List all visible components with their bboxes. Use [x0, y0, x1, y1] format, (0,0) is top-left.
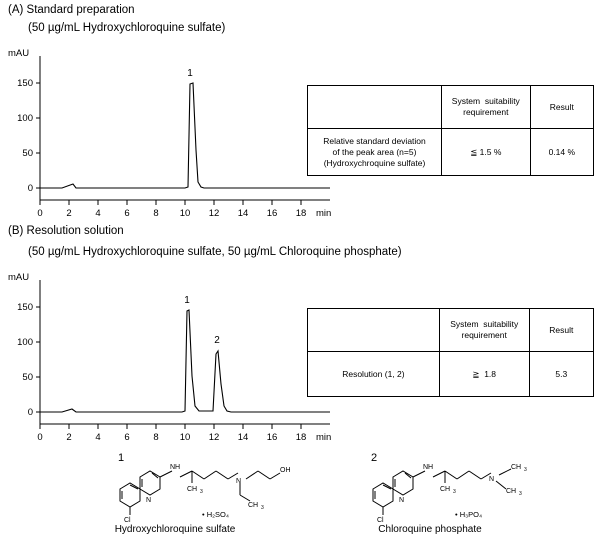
- row-label: Resolution (1, 2): [308, 352, 440, 397]
- panel-b-x-unit: min: [316, 432, 332, 443]
- label-n: N: [146, 497, 152, 504]
- row-result: 0.14 %: [530, 129, 593, 176]
- label-ch3-c: CH: [506, 488, 517, 495]
- svg-text:100: 100: [17, 113, 33, 124]
- panel-a-subtitle: (50 µg/mL Hydroxychloroquine sulfate): [28, 22, 226, 34]
- structure-1-diagram: [110, 455, 320, 525]
- table-header-row: [308, 309, 594, 352]
- table-row: [308, 352, 594, 397]
- header-result: Result: [530, 86, 593, 129]
- structure-2-diagram: [363, 455, 563, 525]
- svg-text:16: 16: [266, 208, 278, 219]
- header-result: Result: [529, 309, 593, 352]
- panel-b-suitability-table: [307, 308, 594, 397]
- label-cl: Cl: [377, 517, 384, 524]
- svg-text:18: 18: [295, 432, 307, 443]
- svg-text:3: 3: [261, 505, 264, 511]
- svg-text:0: 0: [27, 183, 33, 194]
- svg-text:0: 0: [27, 407, 33, 418]
- svg-text:12: 12: [208, 432, 220, 443]
- structure-1-number: 1: [118, 452, 125, 464]
- structure-2-number: 2: [371, 452, 378, 464]
- svg-text:3: 3: [519, 491, 522, 497]
- label-oh: OH: [280, 467, 291, 474]
- svg-text:0: 0: [37, 432, 43, 443]
- label-n2: N: [236, 478, 242, 485]
- svg-text:6: 6: [124, 432, 130, 443]
- svg-text:14: 14: [237, 432, 249, 443]
- structure-2-salt: • H₃PO₄: [455, 510, 483, 519]
- chromatogram-b: [0, 264, 360, 449]
- svg-text:10: 10: [179, 208, 191, 219]
- svg-text:6: 6: [124, 208, 130, 219]
- row-requirement: ≧ 1.8: [439, 352, 529, 397]
- chromatogram-a: [0, 40, 360, 225]
- label-n2: N: [489, 476, 495, 483]
- svg-text:1: 1: [187, 68, 193, 79]
- svg-text:100: 100: [17, 337, 33, 348]
- row-result: 5.3: [529, 352, 593, 397]
- label-nh: NH: [170, 464, 181, 471]
- panel-a-suitability-table: [307, 85, 594, 176]
- label-ch3-b: CH: [248, 502, 259, 509]
- label-ch3-a: CH: [187, 486, 198, 493]
- label-ch3-b: CH: [511, 464, 522, 471]
- svg-text:2: 2: [66, 208, 72, 219]
- svg-text:14: 14: [237, 208, 249, 219]
- header-blank: [308, 86, 442, 129]
- chromatogram-b-plot: [0, 264, 360, 449]
- svg-text:18: 18: [295, 208, 307, 219]
- panel-b-title: (B) Resolution solution: [8, 225, 124, 237]
- svg-text:3: 3: [524, 467, 527, 473]
- label-nh: NH: [423, 464, 434, 471]
- panel-a-title: (A) Standard preparation: [8, 4, 135, 16]
- svg-text:2: 2: [66, 432, 72, 443]
- svg-text:4: 4: [95, 208, 101, 219]
- svg-text:4: 4: [95, 432, 101, 443]
- chromatogram-a-plot: [0, 40, 360, 225]
- structure-2-caption: Chloroquine phosphate: [378, 524, 482, 535]
- panel-b-subtitle: (50 µg/mL Hydroxychloroquine sulfate, 50 µg/mL Chloroquine phosphate): [28, 246, 402, 258]
- svg-text:12: 12: [208, 208, 220, 219]
- header-requirement: System suitability requirement: [439, 309, 529, 352]
- header-blank: [308, 309, 440, 352]
- panel-b-y-unit: mAU: [8, 272, 30, 283]
- svg-text:1: 1: [184, 295, 190, 306]
- structure-1-caption: Hydroxychloroquine sulfate: [114, 524, 236, 535]
- svg-text:50: 50: [22, 372, 33, 383]
- svg-text:8: 8: [153, 208, 159, 219]
- svg-text:0: 0: [37, 208, 43, 219]
- svg-text:3: 3: [453, 489, 456, 495]
- svg-text:2: 2: [214, 335, 220, 346]
- row-label: Relative standard deviation of the peak area (n=5) (Hydroxychroquine sulfate): [308, 129, 442, 176]
- table-header-row: [308, 86, 594, 129]
- svg-text:150: 150: [17, 78, 33, 89]
- label-cl: Cl: [124, 517, 131, 524]
- structure-1-salt: • H₂SO₄: [202, 510, 229, 519]
- svg-text:150: 150: [17, 302, 33, 313]
- row-requirement: ≦ 1.5 %: [442, 129, 531, 176]
- svg-text:50: 50: [22, 148, 33, 159]
- panel-a-x-unit: min: [316, 208, 332, 219]
- header-requirement: System suitability requirement: [442, 86, 531, 129]
- label-ch3-a: CH: [440, 486, 451, 493]
- svg-text:8: 8: [153, 432, 159, 443]
- label-n: N: [399, 497, 405, 504]
- svg-text:3: 3: [200, 489, 203, 495]
- table-row: [308, 129, 594, 176]
- panel-a-y-unit: mAU: [8, 48, 30, 59]
- svg-text:16: 16: [266, 432, 278, 443]
- svg-text:10: 10: [179, 432, 191, 443]
